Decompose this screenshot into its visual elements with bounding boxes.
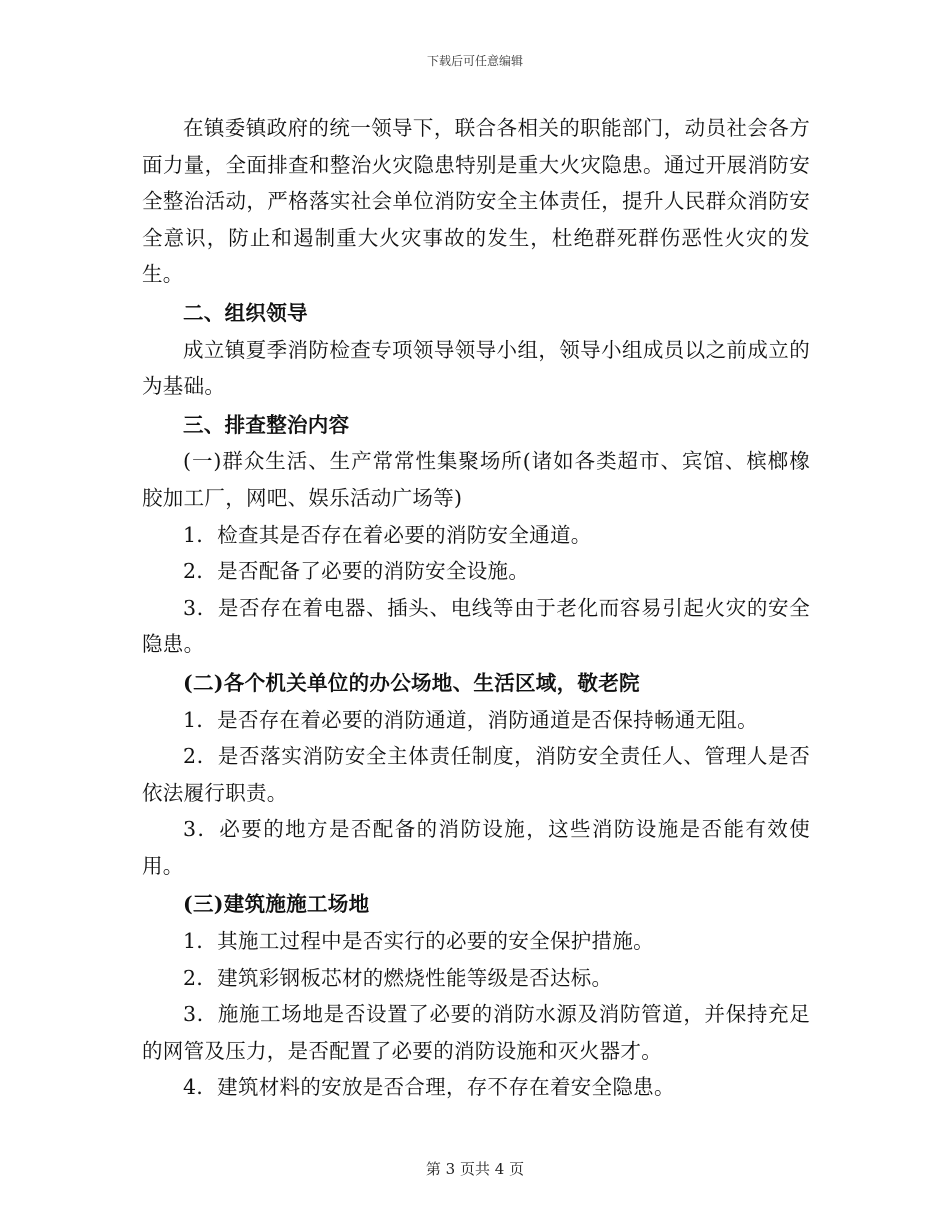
list-item: 1．检查其是否存在着必要的消防安全通道。: [183, 522, 592, 547]
document-body: [142, 110, 810, 1106]
list-item: 2．建筑彩钢板芯材的燃烧性能等级是否达标。: [183, 965, 613, 990]
page-header: 下载后可任意编辑: [426, 54, 523, 68]
list-item: 2．是否配备了必要的消防安全设施。: [183, 559, 530, 584]
page-number: 第 3 页共 4 页: [425, 1160, 525, 1178]
list-item: 1．是否存在着必要的消防通道，消防通道是否保持畅通无阻。: [183, 707, 758, 732]
list-item: 3．施施工场地是否设置了必要的消防水源及消防管道，并保持充足的网管及压力，是否配置了必要的消防设施和灭火器才。: [142, 1002, 810, 1063]
list-item: 2．是否落实消防安全主体责任制度，消防安全责任人、管理人是否依法履行职责。: [142, 744, 810, 805]
list-item: 1．其施工过程中是否实行的必要的安全保护措施。: [183, 929, 654, 954]
list-item: 4．建筑材料的安放是否合理，存不存在着安全隐患。: [183, 1075, 675, 1100]
subsection-heading-offices: (二)各个机关单位的办公场地、生活区域，敬老院: [183, 670, 640, 695]
section-heading-content: 三、排查整治内容: [183, 412, 350, 437]
list-item: 3．必要的地方是否配备的消防设施，这些消防设施是否能有效使用。: [142, 817, 810, 878]
section-heading-organization: 二、组织领导: [183, 300, 308, 325]
subsection-crowd-places: (一)群众生活、生产常常性集聚场所(诸如各类超市、宾馆、槟榔橡胶加工厂，网吧、娱乐活动广场等): [142, 449, 810, 510]
subsection-heading-construction: (三)建筑施施工场地: [183, 892, 370, 917]
paragraph-goal: 在镇委镇政府的统一领导下，联合各相关的职能部门，动员社会各方面力量，全面排查和整治火灾隐患特别是重大火灾隐患。通过开展消防安全整治活动，严格落实社会单位消防安全主体责任，提升人民群众消防安全意识，防止和遏制重大火灾事故的发生，杜绝群死群伤恶性火灾的发生。: [142, 116, 810, 287]
paragraph-organization: 成立镇夏季消防检查专项领导领导小组，领导小组成员以之前成立的为基础。: [142, 337, 810, 399]
list-item: 3．是否存在着电器、插头、电线等由于老化而容易引起火灾的安全隐患。: [142, 595, 810, 657]
